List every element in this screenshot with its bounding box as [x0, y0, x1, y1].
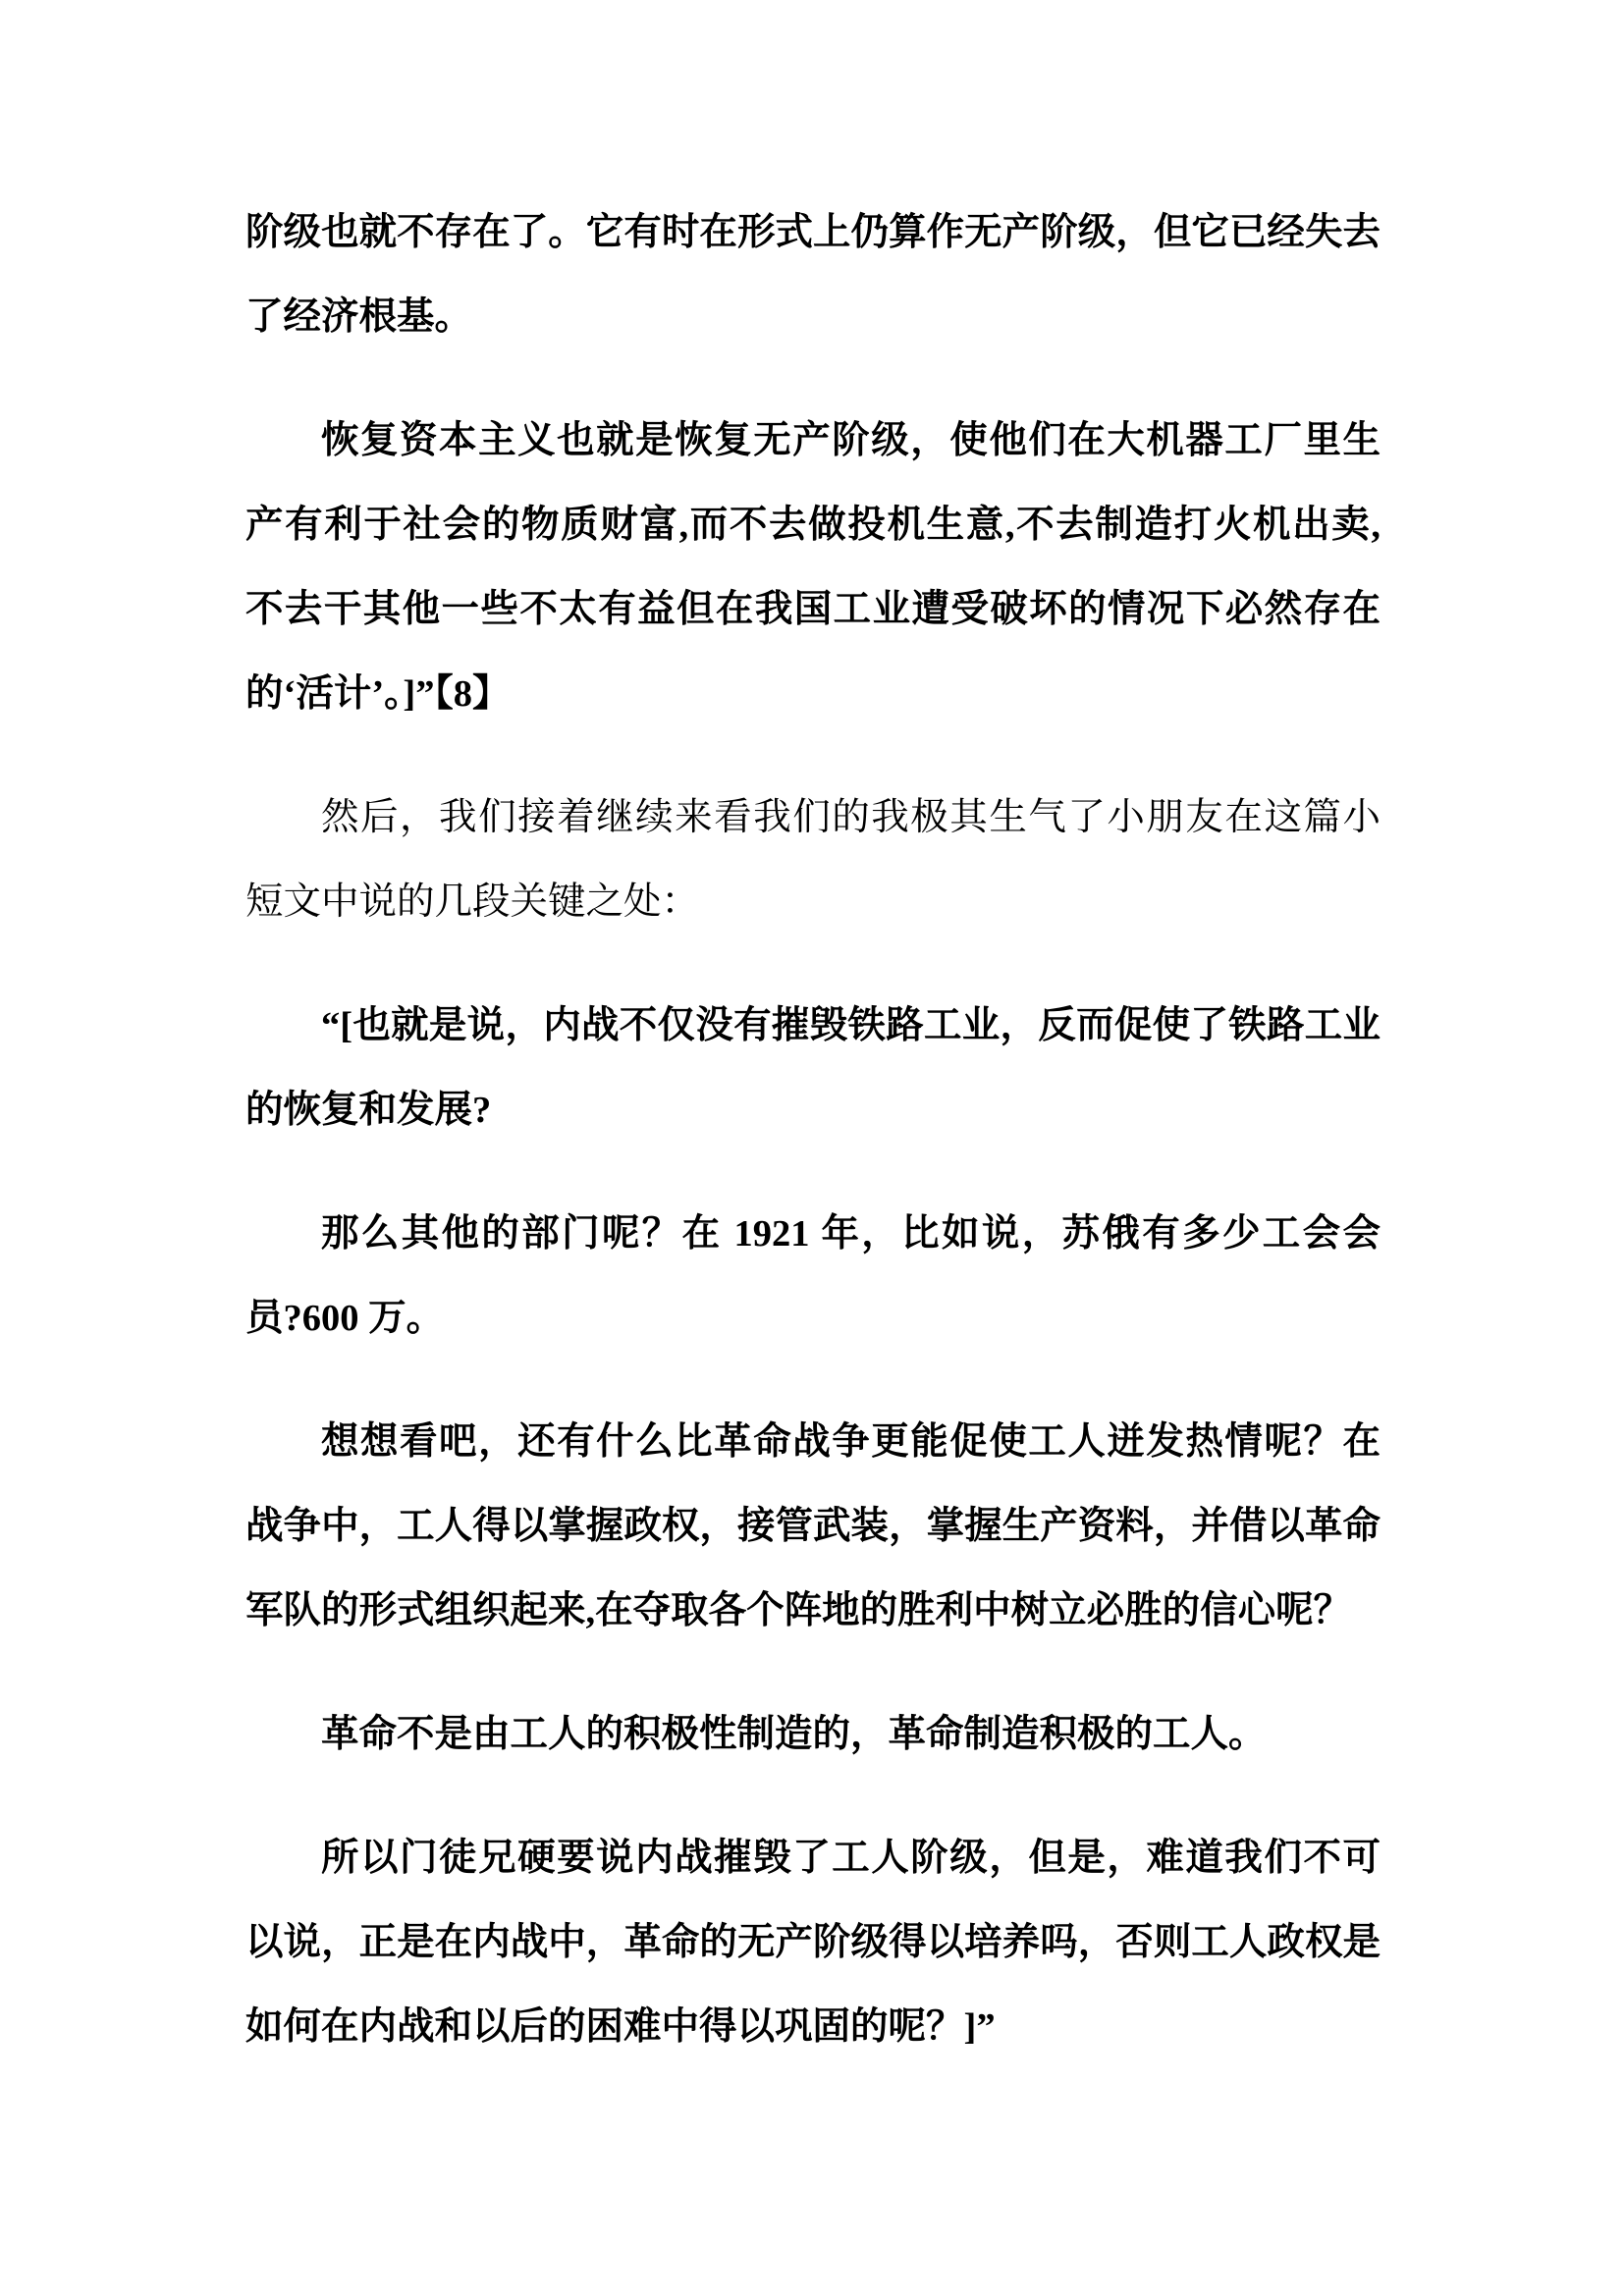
text-line: 如何在内战和以后的困难中得以巩固的呢？]” [245, 2006, 996, 2048]
document-text [245, 190, 1380, 2069]
text-line: 革命不是由工人的积极性制造的，革命制造积极的工人。 [321, 1714, 1267, 1755]
text-line: 战争中，工人得以掌握政权，接管武装，掌握生产资料，并借以革命 [245, 1506, 1380, 1547]
text-line: 不去干其他一些不太有益但在我国工业遭受破坏的情况下必然存在 [245, 589, 1380, 630]
text-line: 产有利于社会的物质财富,而不去做投机生意,不去制造打火机出卖, [245, 505, 1380, 546]
paragraph-p3-transition [245, 775, 1380, 944]
text-line: 那么其他的部门呢？在 1921 年，比如说，苏俄有多少工会会 [321, 1213, 1380, 1255]
text-line: 所以门徒兄硬要说内战摧毁了工人阶级，但是，难道我们不可 [321, 1838, 1380, 1879]
text-line: 的‘活计’。]”【8】 [245, 673, 511, 715]
text-line: 恢复资本主义也就是恢复无产阶级，使他们在大机器工厂里生 [321, 420, 1380, 461]
paragraph-p7-quote-revolution-workers [245, 1692, 1380, 1777]
text-line: 军队的形式组织起来,在夺取各个阵地的胜利中树立必胜的信心呢？ [245, 1590, 1352, 1631]
text-line: 以说，正是在内战中，革命的无产阶级得以培养吗，否则工人政权是 [245, 1922, 1380, 1963]
paragraph-p1-continuation [245, 190, 1380, 359]
paragraph-p2-restore-capitalism [245, 399, 1380, 736]
text-line: 的恢复和发展? [245, 1090, 492, 1131]
text-line: 员?600 万。 [245, 1298, 445, 1339]
paragraph-p5-quote-1921 [245, 1192, 1380, 1361]
text-line: 阶级也就不存在了。它有时在形式上仍算作无产阶级，但它已经失去 [245, 212, 1380, 253]
text-line: 短文中说的几段关键之处： [245, 881, 700, 923]
text-line: 想想看吧，还有什么比革命战争更能促使工人迸发热情呢？在 [321, 1421, 1380, 1463]
paragraph-p8-quote-civil-war [245, 1816, 1380, 2069]
text-line: “[也就是说，内战不仅没有摧毁铁路工业，反而促使了铁路工业 [321, 1005, 1380, 1046]
paragraph-p6-quote-war-enthusiasm [245, 1400, 1380, 1653]
paragraph-p4-quote-railway [245, 984, 1380, 1152]
text-line: 然后，我们接着继续来看我们的我极其生气了小朋友在这篇小 [321, 797, 1380, 838]
text-line: 了经济根基。 [245, 296, 473, 338]
